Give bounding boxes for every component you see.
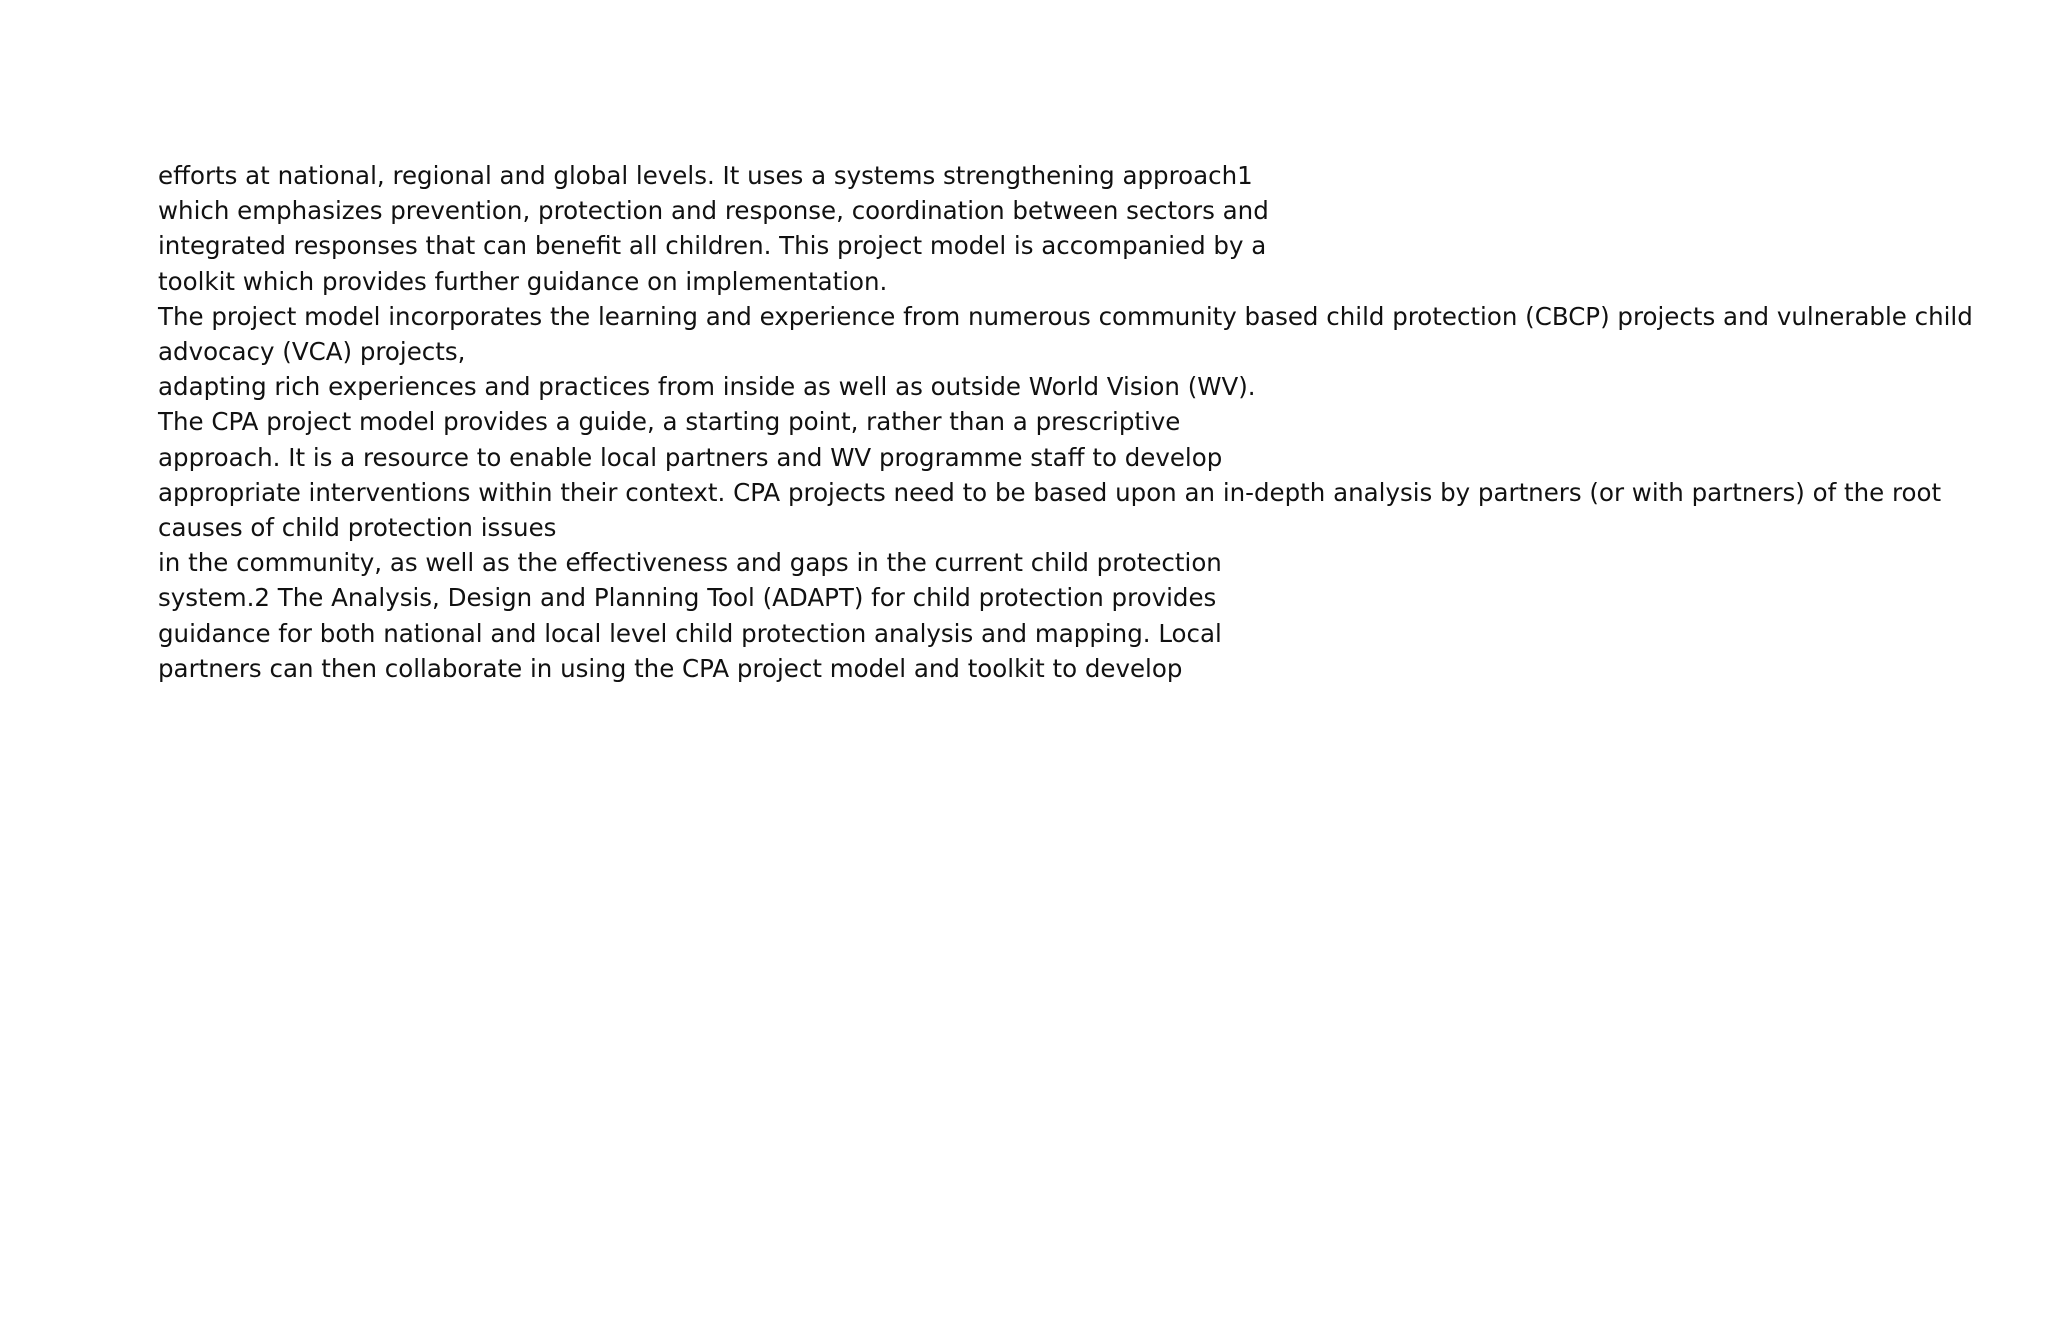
- text-line: in the community, as well as the effectiveness and gaps in the current child protection: [158, 548, 1222, 578]
- text-line: advocacy (VCA) projects,: [158, 337, 466, 367]
- text-line: system.2 The Analysis, Design and Planning Tool (ADAPT) for child protection provides: [158, 583, 1217, 613]
- text-line: guidance for both national and local level child protection analysis and mapping. Local: [158, 618, 1222, 648]
- text-line: causes of child protection issues: [158, 513, 557, 543]
- body-text: [158, 158, 1973, 686]
- text-line: appropriate interventions within their context. CPA projects need to be based upon an in-depth analysis by partners (or with partners) of the root: [158, 477, 1942, 507]
- text-line: adapting rich experiences and practices from inside as well as outside World Vision (WV).: [158, 372, 1256, 402]
- text-line: toolkit which provides further guidance on implementation.: [158, 266, 888, 296]
- text-line: which emphasizes prevention, protection and response, coordination between sectors and: [158, 196, 1269, 226]
- text-line: integrated responses that can benefit all children. This project model is accompanied by a: [158, 231, 1267, 261]
- text-line: approach. It is a resource to enable local partners and WV programme staff to develop: [158, 442, 1223, 472]
- text-line: The project model incorporates the learning and experience from numerous community based child protection (CBCP) projects and vulnerable child: [158, 301, 1973, 331]
- text-line: partners can then collaborate in using the CPA project model and toolkit to develop: [158, 653, 1183, 683]
- text-line: The CPA project model provides a guide, a starting point, rather than a prescriptive: [158, 407, 1181, 437]
- text-line: efforts at national, regional and global levels. It uses a systems strengthening approach1: [158, 161, 1253, 190]
